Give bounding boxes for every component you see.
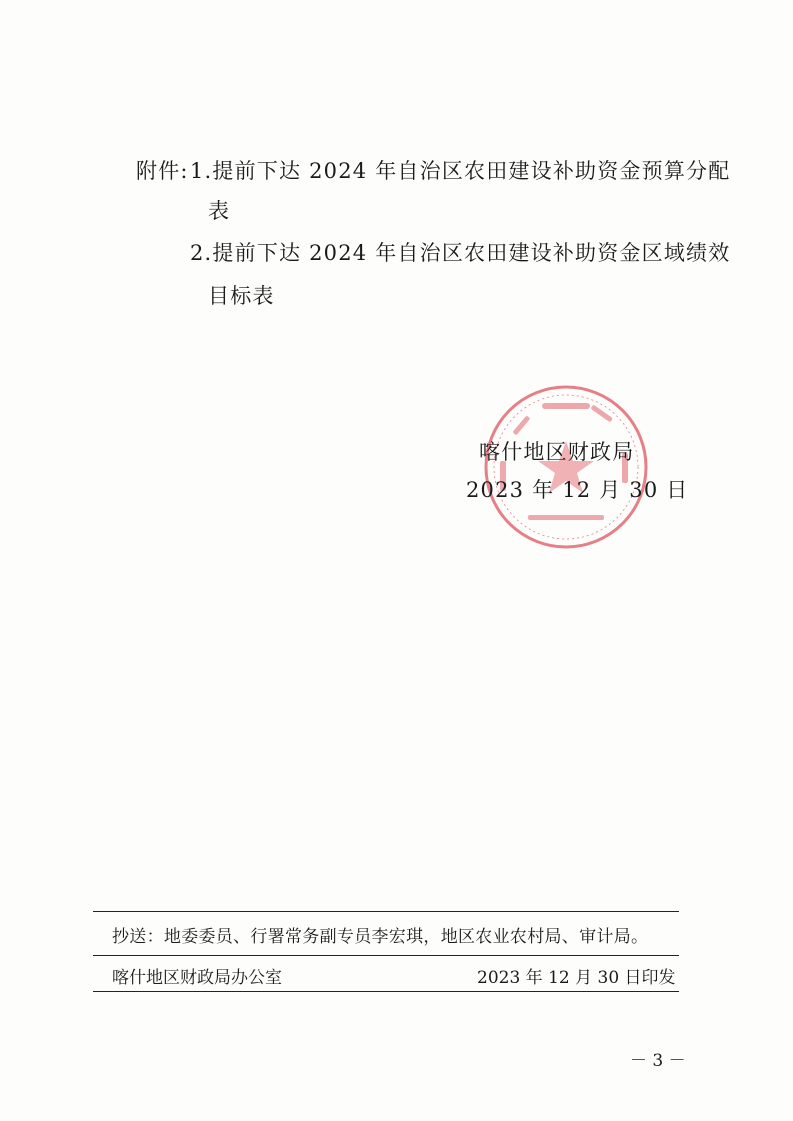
attachments-label: 附件: [136,159,189,183]
official-seal-stamp [482,383,650,551]
attachment-2-line-1: 2.提前下达 2024 年自治区农田建设补助资金区域绩效 [190,241,731,265]
signature-date: 2023 年 12 月 30 日 [466,478,689,502]
cc-list: 抄送：地委委员、行署常务副专员李宏琪，地区农业农村局、审计局。 [112,927,649,947]
issuer-name: 喀什地区财政局 [479,440,635,464]
attachment-2-line-2: 目标表 [208,284,275,308]
issuing-office: 喀什地区财政局办公室 [112,968,282,988]
issue-date: 2023 年 12 月 30 日印发 [477,968,676,988]
attachment-1-line-1: 1.提前下达 2024 年自治区农田建设补助资金预算分配 [190,159,731,183]
footer-rule-middle [93,955,679,956]
footer-rule-bottom [93,991,679,992]
attachment-1-line-2: 表 [208,199,231,223]
footer-rule-top [93,911,679,912]
page-number: － 3 － [630,1051,686,1071]
